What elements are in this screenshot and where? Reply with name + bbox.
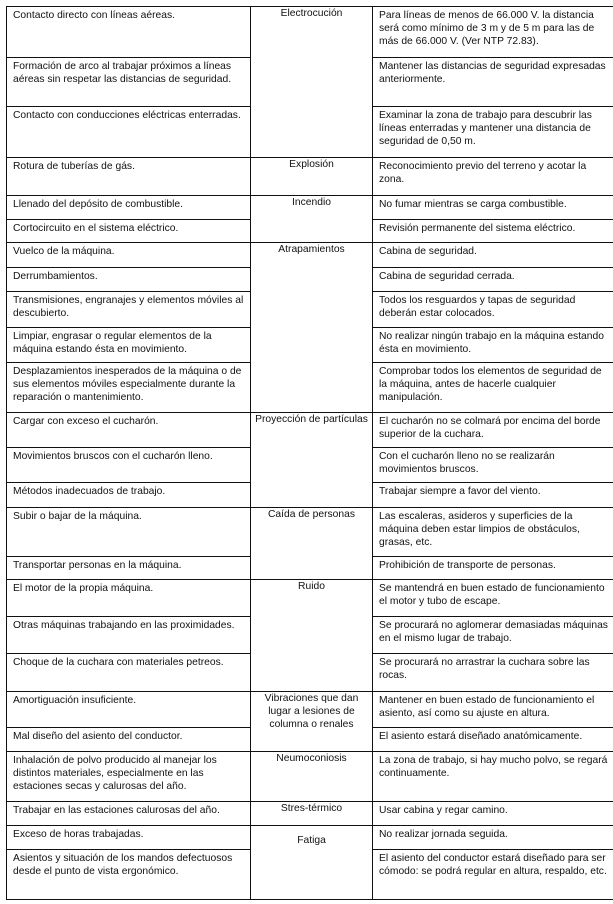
measure-cell: Trabajar siempre a favor del viento. bbox=[373, 483, 613, 508]
table-row bbox=[7, 508, 613, 557]
risk-cell: Atrapamientos bbox=[251, 243, 373, 413]
measure-cell: El cucharón no se colmará por encima del borde superior de la cuchara. bbox=[373, 413, 613, 448]
risk-cell: Neumoconiosis bbox=[251, 752, 373, 802]
measure-cell: Se procurará no arrastrar la cuchara sobre las rocas. bbox=[373, 654, 613, 692]
cause-cell: El motor de la propia máquina. bbox=[7, 580, 251, 617]
measure-cell: La zona de trabajo, si hay mucho polvo, se regará continuamente. bbox=[373, 752, 613, 802]
cause-cell: Limpiar, engrasar o regular elementos de la máquina estando ésta en movimiento. bbox=[7, 328, 251, 363]
measure-cell: Mantener en buen estado de funcionamiento el asiento, así como su ajuste en altura. bbox=[373, 692, 613, 728]
table-row bbox=[7, 196, 613, 220]
measure-cell: Con el cucharón lleno no se realizarán movimientos bruscos. bbox=[373, 448, 613, 483]
measure-cell: El asiento del conductor estará diseñado para ser cómodo: se podrá regular en altura, respaldo, etc. bbox=[373, 850, 613, 900]
measure-cell: Examinar la zona de trabajo para descubrir las líneas enterradas y mantener una distancia de seguridad de 0,50 m. bbox=[373, 107, 613, 158]
risk-cell: Stres-térmico bbox=[251, 802, 373, 826]
cause-cell: Asientos y situación de los mandos defectuosos desde el punto de vista ergonómico. bbox=[7, 850, 251, 900]
measure-cell: Se procurará no aglomerar demasiadas máquinas en el mismo lugar de trabajo. bbox=[373, 617, 613, 654]
measure-cell: Mantener las distancias de seguridad expresadas anteriormente. bbox=[373, 58, 613, 107]
cause-cell: Métodos inadecuados de trabajo. bbox=[7, 483, 251, 508]
cause-cell: Cargar con exceso el cucharón. bbox=[7, 413, 251, 448]
measure-cell: Todos los resguardos y tapas de seguridad deberán estar colocados. bbox=[373, 292, 613, 328]
cause-cell: Mal diseño del asiento del conductor. bbox=[7, 728, 251, 752]
cause-cell: Contacto con conducciones eléctricas enterradas. bbox=[7, 107, 251, 158]
cause-cell: Formación de arco al trabajar próximos a líneas aéreas sin respetar las distancias de seguridad. bbox=[7, 58, 251, 107]
measure-cell: El asiento estará diseñado anatómicamente. bbox=[373, 728, 613, 752]
measure-cell: No realizar jornada seguida. bbox=[373, 826, 613, 850]
measure-cell: No realizar ningún trabajo en la máquina estando ésta en movimiento. bbox=[373, 328, 613, 363]
cause-cell: Subir o bajar de la máquina. bbox=[7, 508, 251, 557]
table-row bbox=[7, 158, 613, 196]
cause-cell: Amortiguación insuficiente. bbox=[7, 692, 251, 728]
measure-cell: Se mantendrá en buen estado de funcionamiento el motor y tubo de escape. bbox=[373, 580, 613, 617]
cause-cell: Transportar personas en la máquina. bbox=[7, 557, 251, 580]
risk-cell: Fatiga bbox=[251, 826, 373, 900]
measure-cell: Revisión permanente del sistema eléctrico. bbox=[373, 220, 613, 243]
table-row bbox=[7, 692, 613, 728]
cause-cell: Choque de la cuchara con materiales petreos. bbox=[7, 654, 251, 692]
measure-cell: Cabina de seguridad cerrada. bbox=[373, 268, 613, 292]
measure-cell: Prohibición de transporte de personas. bbox=[373, 557, 613, 580]
risk-cell: Caída de personas bbox=[251, 508, 373, 580]
table-row bbox=[7, 243, 613, 268]
cause-cell: Desplazamientos inesperados de la máquina o de sus elementos móviles especialmente durante la reparación o mantenimiento. bbox=[7, 363, 251, 413]
cause-cell: Contacto directo con líneas aéreas. bbox=[7, 7, 251, 58]
risk-cell: Proyección de partículas bbox=[251, 413, 373, 508]
measure-cell: Usar cabina y regar camino. bbox=[373, 802, 613, 826]
measure-cell: Comprobar todos los elementos de seguridad de la máquina, antes de hacerle cualquier manipulación. bbox=[373, 363, 613, 413]
cause-cell: Otras máquinas trabajando en las proximidades. bbox=[7, 617, 251, 654]
risk-cell: Incendio bbox=[251, 196, 373, 243]
measure-cell: No fumar mientras se carga combustible. bbox=[373, 196, 613, 220]
cause-cell: Exceso de horas trabajadas. bbox=[7, 826, 251, 850]
risk-cell: Ruido bbox=[251, 580, 373, 692]
cause-cell: Rotura de tuberías de gás. bbox=[7, 158, 251, 196]
table-row bbox=[7, 826, 613, 850]
cause-cell: Inhalación de polvo producido al manejar los distintos materiales, especialmente en las estaciones secas y calurosas del año. bbox=[7, 752, 251, 802]
measure-cell: Las escaleras, asideros y superficies de la máquina deben estar limpios de obstáculos, grasas, etc. bbox=[373, 508, 613, 557]
risk-cell: Vibraciones que dan lugar a lesiones de columna o renales bbox=[251, 692, 373, 752]
cause-cell: Derrumbamientos. bbox=[7, 268, 251, 292]
risk-table bbox=[6, 6, 613, 900]
table-row bbox=[7, 580, 613, 617]
cause-cell: Vuelco de la máquina. bbox=[7, 243, 251, 268]
measure-cell: Para líneas de menos de 66.000 V. la distancia será como mínimo de 3 m y de 5 m para las de más de 66.000 V. (Ver NTP 72.83). bbox=[373, 7, 613, 58]
table-row bbox=[7, 752, 613, 802]
cause-cell: Trabajar en las estaciones calurosas del año. bbox=[7, 802, 251, 826]
table-row bbox=[7, 802, 613, 826]
cause-cell: Llenado del depósito de combustible. bbox=[7, 196, 251, 220]
cause-cell: Cortocircuito en el sistema eléctrico. bbox=[7, 220, 251, 243]
cause-cell: Movimientos bruscos con el cucharón lleno. bbox=[7, 448, 251, 483]
table-row bbox=[7, 7, 613, 58]
table-row bbox=[7, 413, 613, 448]
risk-cell: Electrocución bbox=[251, 7, 373, 158]
risk-cell: Explosión bbox=[251, 158, 373, 196]
cause-cell: Transmisiones, engranajes y elementos móviles al descubierto. bbox=[7, 292, 251, 328]
measure-cell: Reconocimiento previo del terreno y acotar la zona. bbox=[373, 158, 613, 196]
measure-cell: Cabina de seguridad. bbox=[373, 243, 613, 268]
